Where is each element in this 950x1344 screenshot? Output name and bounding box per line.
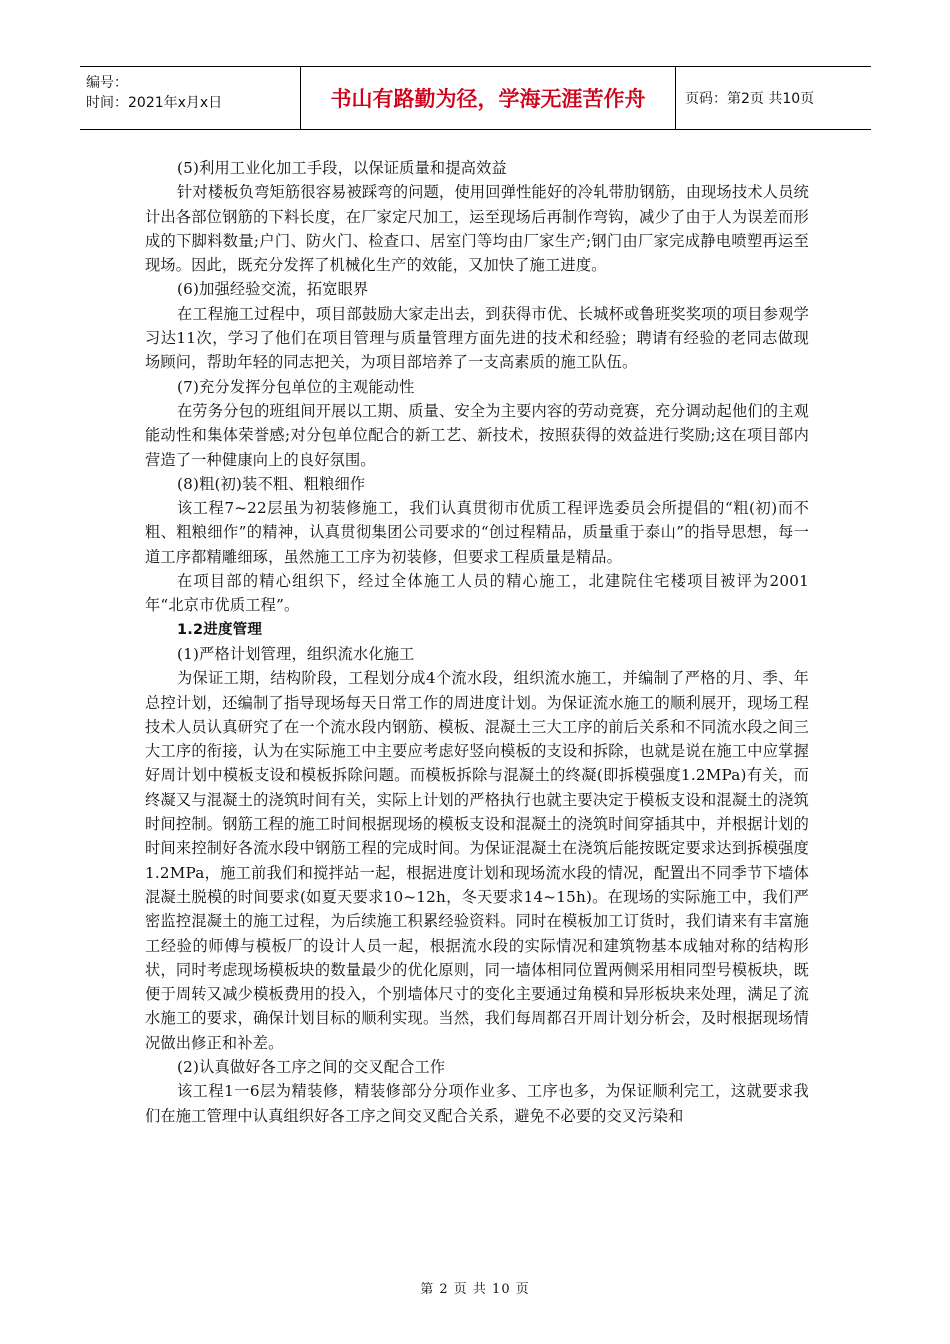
paragraph: 在劳务分包的班组间开展以工期、质量、安全为主要内容的劳动竞赛，充分调动起他们的主观能动性和集体荣誉感;对分包单位配合的新工艺、新技术，按照获得的效益进行奖励;这在项目部内营造了一种健康向上的良好氛围。	[145, 401, 809, 469]
paragraph: 该工程7~22层虽为初装修施工，我们认真贯彻市优质工程评选委员会所提倡的“粗(初)而不粗、粗粮细作”的精神，认真贯彻集团公司要求的“创过程精品，质量重于泰山”的指导思想，每一道工序都精雕细琢，虽然施工工序为初装修，但要求工程质量是精品。	[145, 499, 809, 566]
paragraph: 该工程1一6层为精装修，精装修部分分项作业多、工序也多，为保证顺利完工，这就要求我们在施工管理中认真组织好各工序之间交叉配合关系，避免不必要的交叉污染和	[145, 1082, 809, 1125]
subsection-title: (7)充分发挥分包单位的主观能动性	[177, 377, 415, 396]
header-number-label: 编号：	[86, 75, 128, 91]
subsection-title: (8)粗(初)装不粗、粗粮细作	[177, 474, 366, 493]
document-header	[80, 66, 871, 130]
subsection-title: (5)利用工业化加工手段，以保证质量和提高效益	[177, 159, 507, 177]
subsection-title: (2)认真做好各工序之间的交叉配合工作	[177, 1057, 446, 1076]
paragraph: 为保证工期，结构阶段，工程划分成4个流水段，组织流水施工，并编制了严格的月、季、年总控计划，还编制了指导现场每天日常工作的周进度计划。为保证流水施工的顺利展开，现场工程技术人员认真研究了在一个流水段内钢筋、模板、混凝土三大工序的前后关系和不同流水段之间三大工序的衔接，认为在实际施工中主要应考虑好竖向模板的支设和拆除，也就是说在施工中应掌握好周计划中模板支设和模板拆除问题。而模板拆除与混凝土的终凝(即拆模强度1.2MPa)有关，而终凝又与混凝土的浇筑时间有关，实际上计划的严格执行也就主要决定于模板支设和混凝土的浇筑时间控制。钢筋工程的施工时间根据现场的模板支设和混凝土的浇筑时间穿插其中，并根据计划的时间来控制好各流水段中钢筋工程的完成时间。为保证混凝土在浇筑后能按既定要求达到拆模强度1.2MPa，施工前我们和搅拌站一起，根据进度计划和现场流水段的情况，配置出不同季节下墙体混凝土脱模的时间要求(如夏天要求10~12h，冬天要求14~15h)。在现场的实际施工中，我们严密监控混凝土的施工过程，为后续施工积累经验资料。同时在模板加工订货时，我们请来有丰富施工经验的师傅与模板厂的设计人员一起，根据流水段的实际情况和建筑物基本成轴对称的结构形状，同时考虑现场模板块的数量最少的优化原则，同一墙体相同位置两侧采用相同型号模板块，既便于周转又减少模板费用的投入，个别墙体尺寸的变化主要通过角模和异形板块来处理，满足了流水施工的要求，确保计划目标的顺利实现。当然，我们每周都召开周计划分析会，及时根据现场情况做出修正和补差。	[145, 669, 809, 1052]
section-heading: 1.2进度管理	[177, 621, 263, 638]
header-meta	[80, 67, 301, 129]
header-time: 时间：2021年x月x日	[86, 95, 223, 111]
header-page-info: 页码：第2页 共10页	[685, 91, 815, 107]
paragraph: 针对楼板负弯矩筋很容易被踩弯的问题，使用回弹性能好的冷轧带肋钢筋，由现场技术人员统计出各部位钢筋的下料长度，在厂家定尺加工，运至现场后再制作弯钩，减少了由于人为误差而形成的下脚料数量;户门、防火门、检查口、居室门等均由厂家生产;钢门由厂家完成静电喷塑再运至现场。因此，既充分发挥了机械化生产的效能，又加快了施工进度。	[145, 183, 809, 275]
document-body	[145, 156, 809, 1128]
header-motto: 书山有路勤为径，学海无涯苦作舟	[301, 67, 676, 129]
paragraph: 在工程施工过程中，项目部鼓励大家走出去，到获得市优、长城杯或鲁班奖奖项的项目参观学习达11次，学习了他们在项目管理与质量管理方面先进的技术和经验；聘请有经验的老同志做现场顾问，帮助年轻的同志把关，为项目部培养了一支高素质的施工队伍。	[145, 304, 809, 372]
subsection-title: (6)加强经验交流，拓宽眼界	[177, 280, 369, 299]
subsection-title: (1)严格计划管理，组织流水化施工	[177, 644, 415, 663]
paragraph: 在项目部的精心组织下，经过全体施工人员的精心施工，北建院住宅楼项目被评为2001年“北京市优质工程”。	[145, 572, 809, 615]
page-footer: 第 2 页 共 10 页	[420, 1282, 530, 1297]
